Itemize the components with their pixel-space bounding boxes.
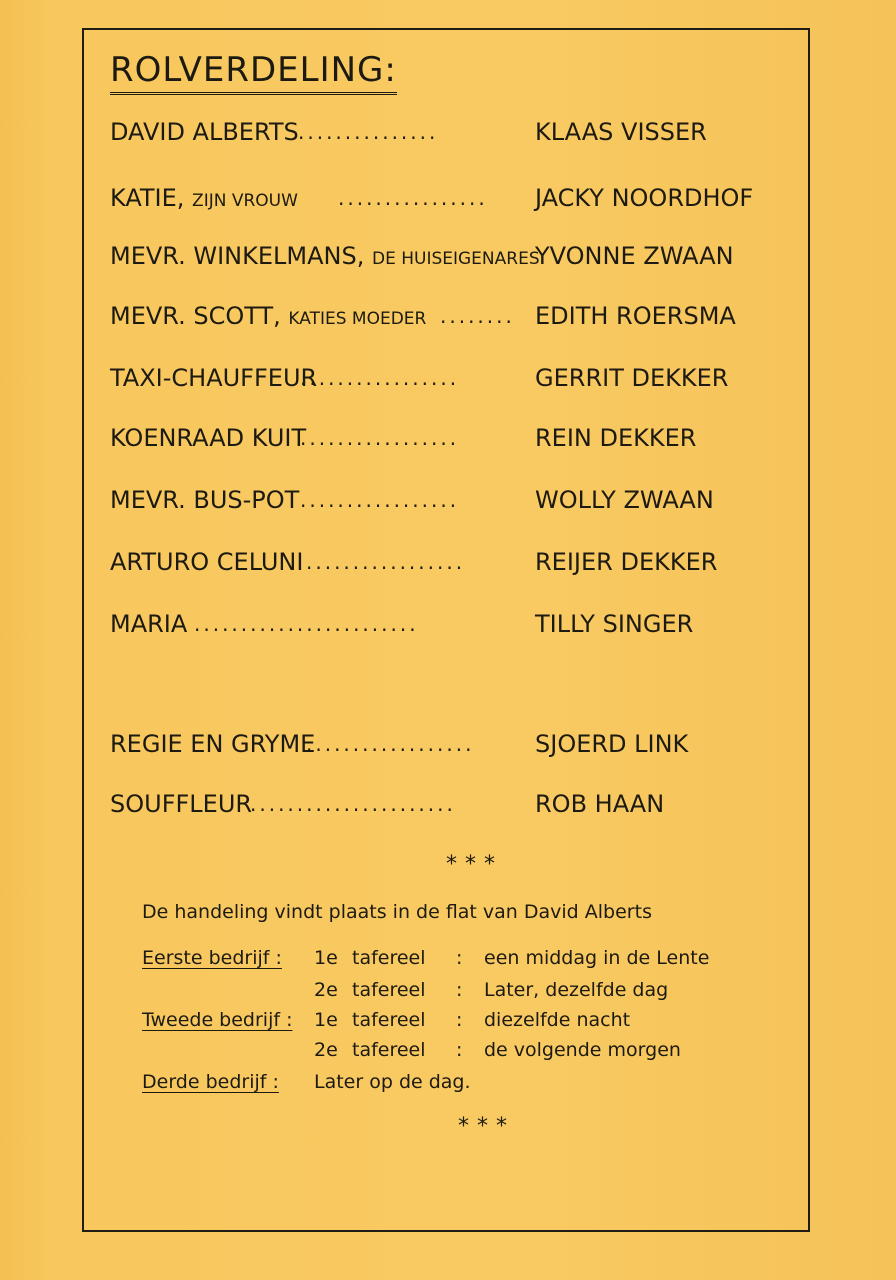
cast-row [110, 360, 750, 396]
actor-name: TILLY SINGER [535, 610, 694, 638]
role-name: DAVID ALBERTS [110, 118, 299, 146]
role-description: ZIJN VROUW [192, 191, 298, 211]
scene-colon: : [456, 979, 463, 1001]
role-name [110, 238, 545, 277]
dot-leader: ................. [300, 488, 460, 512]
cast-row [110, 180, 754, 216]
actor-name: KLAAS VISSER [535, 118, 707, 146]
cast-row [110, 544, 750, 580]
role-main: MEVR. SCOTT, [110, 302, 281, 330]
role-name: KOENRAAD KUIT [110, 424, 307, 452]
cast-row [110, 238, 750, 274]
cast-row [110, 726, 750, 762]
actor-name: GERRIT DEKKER [535, 364, 729, 392]
stars-divider-bottom: *** [458, 1114, 515, 1139]
tableau-word: tafereel [352, 1039, 426, 1061]
role-name: REGIE EN GRYME [110, 730, 316, 758]
scene-description: Later, dezelfde dag [484, 979, 669, 1001]
actor-name: YVONNE ZWAAN [535, 242, 734, 270]
scene-description: Later op de dag. [314, 1071, 471, 1093]
role-name: SOUFFLEUR [110, 790, 253, 818]
dot-leader: ............... [298, 120, 439, 144]
scene-description: de volgende morgen [484, 1039, 681, 1061]
role-name: ARTURO CELUNI [110, 548, 304, 576]
cast-row [110, 606, 750, 642]
cast-row [110, 298, 750, 334]
stars-divider-top: *** [446, 852, 503, 877]
page-title: ROLVERDELING: [110, 50, 397, 95]
actor-name: WOLLY ZWAAN [535, 486, 714, 514]
dot-leader: ................. [306, 550, 466, 574]
role-name: MARIA [110, 610, 188, 638]
scene-number: 2e [314, 1039, 338, 1061]
actor-name: EDITH ROERSMA [535, 302, 736, 330]
role-name: MEVR. BUS-POT [110, 486, 300, 514]
dot-leader: ........................ [194, 612, 419, 636]
actor-name: REIJER DEKKER [535, 548, 718, 576]
actor-name: REIN DEKKER [535, 424, 697, 452]
tableau-word: tafereel [352, 1009, 426, 1031]
scene-description: een middag in de Lente [484, 947, 710, 969]
role-name [110, 298, 426, 337]
role-name: TAXI-CHAUFFEUR [110, 364, 318, 392]
cast-row [110, 420, 750, 456]
actor-name: ROB HAAN [535, 790, 665, 818]
scene-colon: : [456, 1009, 463, 1031]
act-label: Eerste bedrijf : [142, 947, 282, 969]
tableau-word: tafereel [352, 947, 426, 969]
actor-name: JACKY NOORDHOF [535, 184, 754, 212]
act-label: Derde bedrijf : [142, 1071, 279, 1093]
scene-colon: : [456, 947, 463, 969]
cast-row [110, 482, 750, 518]
scene-number: 2e [314, 979, 338, 1001]
scene-number: 1e [314, 1009, 338, 1031]
act-label: Tweede bedrijf : [142, 1009, 293, 1031]
dot-leader: ................. [300, 366, 460, 390]
scene-colon: : [456, 1039, 463, 1061]
dot-leader: ................. [300, 426, 460, 450]
cast-row [110, 114, 750, 150]
actor-name: SJOERD LINK [535, 730, 689, 758]
setting-text: De handeling vindt plaats in de flat van David Alberts [142, 901, 652, 923]
tableau-word: tafereel [352, 979, 426, 1001]
dot-leader: ...................... [250, 792, 456, 816]
role-description: DE HUISEIGENARES. [371, 249, 546, 269]
dot-leader: .................. [306, 732, 475, 756]
role-main: KATIE, [110, 184, 185, 212]
cast-row [110, 786, 750, 822]
role-description: KATIES MOEDER [288, 309, 427, 329]
dot-leader: ........ [440, 304, 515, 328]
scene-number: 1e [314, 947, 338, 969]
role-main: MEVR. WINKELMANS, [110, 242, 365, 270]
dot-leader: ................ [338, 186, 488, 210]
role-name [110, 180, 298, 219]
scene-description: diezelfde nacht [484, 1009, 631, 1031]
